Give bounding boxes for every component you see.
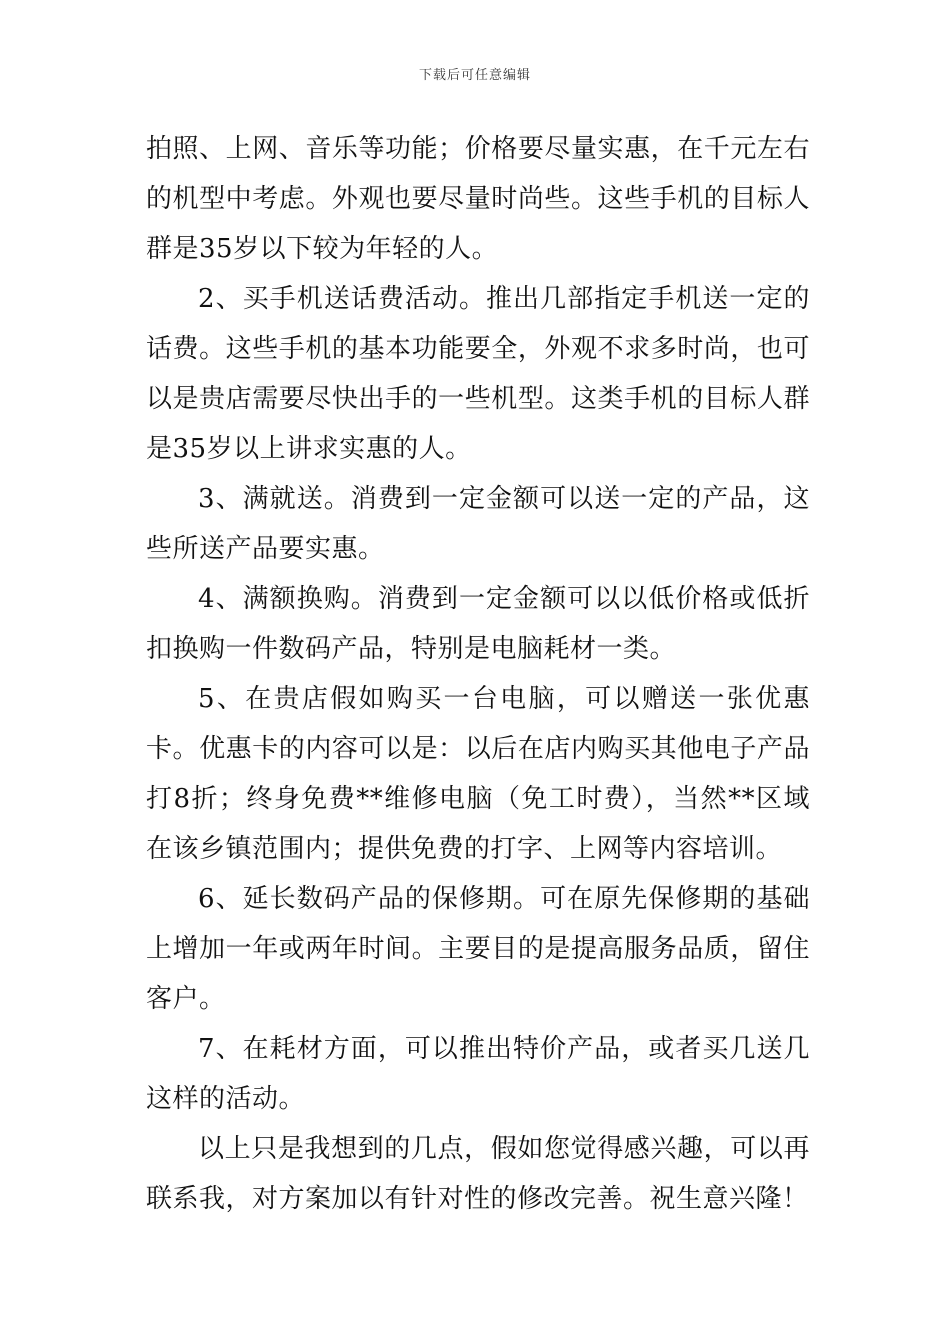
paragraph-1: 拍照、上网、音乐等功能；价格要尽量实惠，在千元左右的机型中考虑。外观也要尽量时尚些。这些手机的目标人群是35岁以下较为年轻的人。	[146, 134, 810, 264]
page-header: 下载后可任意编辑	[418, 68, 531, 83]
paragraph-6: 6、延长数码产品的保修期。可在原先保修期的基础上增加一年或两年时间。主要目的是提高服务品质，留住客户。	[146, 884, 810, 1014]
paragraph-2: 2、买手机送话费活动。推出几部指定手机送一定的话费。这些手机的基本功能要全，外观不求多时尚，也可以是贵店需要尽快出手的一些机型。这类手机的目标人群是35岁以上讲求实惠的人。	[146, 284, 810, 464]
paragraph-7: 7、在耗材方面，可以推出特价产品，或者买几送几这样的活动。	[146, 1034, 810, 1114]
document-body	[146, 124, 810, 1224]
paragraph-8: 以上只是我想到的几点，假如您觉得感兴趣，可以再联系我，对方案加以有针对性的修改完善。祝生意兴隆！	[146, 1134, 810, 1214]
paragraph-5: 5、在贵店假如购买一台电脑，可以赠送一张优惠卡。优惠卡的内容可以是：以后在店内购买其他电子产品打8折；终身免费**维修电脑（免工时费），当然**区域在该乡镇范围内；提供免费的打字、上网等内容培训。	[146, 684, 810, 864]
paragraph-4: 4、满额换购。消费到一定金额可以以低价格或低折扣换购一件数码产品，特别是电脑耗材一类。	[146, 584, 810, 664]
paragraph-3: 3、满就送。消费到一定金额可以送一定的产品，这些所送产品要实惠。	[146, 484, 810, 564]
